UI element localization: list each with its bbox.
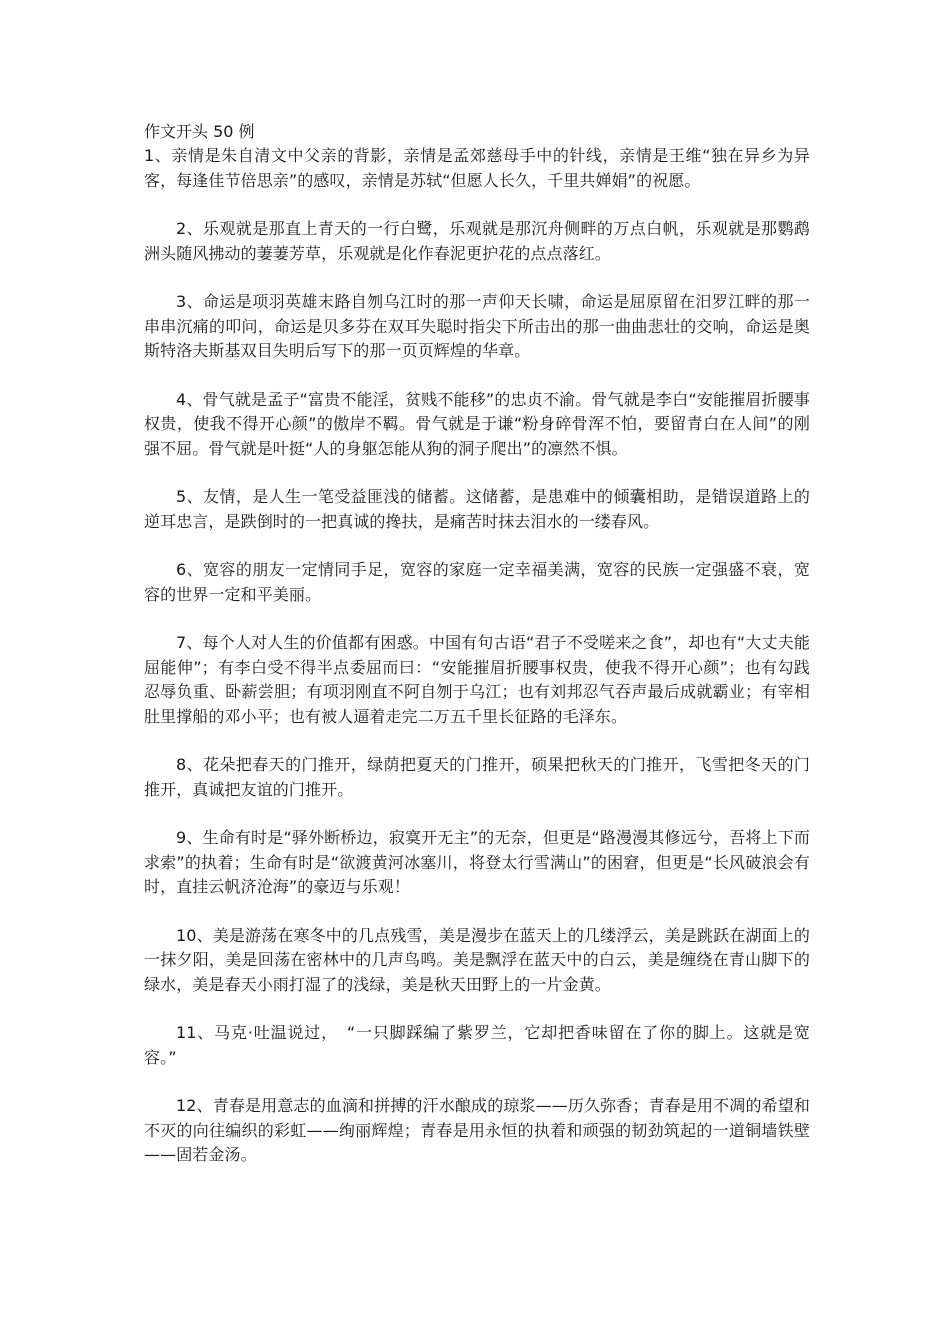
paragraph-7: 7、每个人对人生的价值都有困惑。中国有句古语“君子不受嗟来之食”，却也有“大丈夫能屈能伸”；有李白受不得半点委屈而曰：“安能摧眉折腰事权贵，使我不得开心颜”；也有勾践忍辱负重、卧薪尝胆；有项羽刚直不阿自刎于乌江；也有刘邦忍气吞声最后成就霸业；有宰相肚里撑船的邓小平；也有被人逼着走完二万五千里长征路的毛泽东。 bbox=[144, 633, 810, 726]
document-page bbox=[144, 120, 810, 1192]
paragraph-8: 8、花朵把春天的门推开，绿荫把夏天的门推开，硕果把秋天的门推开，飞雪把冬天的门推开，真诚把友谊的门推开。 bbox=[144, 755, 810, 799]
paragraph-1: 1、亲情是朱自清文中父亲的背影，亲情是孟郊慈母手中的针线，亲情是王维“独在异乡为异客，每逢佳节倍思亲”的感叹，亲情是苏轼“但愿人长久，千里共婵娟”的祝愿。 bbox=[144, 146, 810, 190]
paragraph-10: 10、美是游荡在寒冬中的几点残雪，美是漫步在蓝天上的几缕浮云，美是跳跃在湖面上的一抹夕阳，美是回荡在密林中的几声鸟鸣。美是飘浮在蓝天中的白云，美是缠绕在青山脚下的绿水，美是春天小雨打湿了的浅绿，美是秋天田野上的一片金黄。 bbox=[144, 925, 810, 994]
paragraph-3: 3、命运是项羽英雄末路自刎乌江时的那一声仰天长啸，命运是屈原留在汨罗江畔的那一串串沉痛的叩问，命运是贝多芬在双耳失聪时指尖下所击出的那一曲曲悲壮的交响，命运是奥斯特洛夫斯基双目失明后写下的那一页页辉煌的华章。 bbox=[144, 292, 810, 360]
paragraph-5: 5、友情，是人生一笔受益匪浅的储蓄。这储蓄，是患难中的倾囊相助，是错误道路上的逆耳忠言，是跌倒时的一把真诚的搀扶，是痛苦时抹去泪水的一缕春风。 bbox=[144, 487, 810, 531]
paragraph-2: 2、乐观就是那直上青天的一行白鹭，乐观就是那沉舟侧畔的万点白帆，乐观就是那鹦鹉洲头随风拂动的萋萋芳草，乐观就是化作春泥更护花的点点落红。 bbox=[144, 219, 810, 263]
paragraph-11: 11、马克·吐温说过， “一只脚踩编了紫罗兰，它却把香味留在了你的脚上。这就是宽容。” bbox=[144, 1023, 810, 1067]
paragraph-12: 12、青春是用意志的血滴和拼搏的汗水酿成的琼浆——历久弥香；青春是用不凋的希望和不灭的向往编织的彩虹——绚丽辉煌；青春是用永恒的执着和顽强的韧劲筑起的一道铜墙铁壁——固若金汤。 bbox=[144, 1096, 810, 1164]
document-title: 作文开头 50 例 bbox=[144, 122, 255, 141]
paragraph-4: 4、骨气就是孟子“富贵不能淫，贫贱不能移”的忠贞不渝。骨气就是李白“安能摧眉折腰事权贵，使我不得开心颜”的傲岸不羁。骨气就是于谦“粉身碎骨浑不怕，要留青白在人间”的刚强不屈。骨气就是叶挺“人的身躯怎能从狗的洞子爬出”的凛然不惧。 bbox=[144, 389, 810, 458]
paragraph-9: 9、生命有时是“驿外断桥边，寂寞开无主”的无奈，但更是“路漫漫其修远兮，吾将上下而求索”的执着；生命有时是“欲渡黄河冰塞川，将登太行雪满山”的困窘，但更是“长风破浪会有时，直挂云帆济沧海”的豪迈与乐观！ bbox=[144, 828, 810, 896]
paragraph-6: 6、宽容的朋友一定情同手足，宽容的家庭一定幸福美满，宽容的民族一定强盛不衰，宽容的世界一定和平美丽。 bbox=[144, 560, 810, 604]
